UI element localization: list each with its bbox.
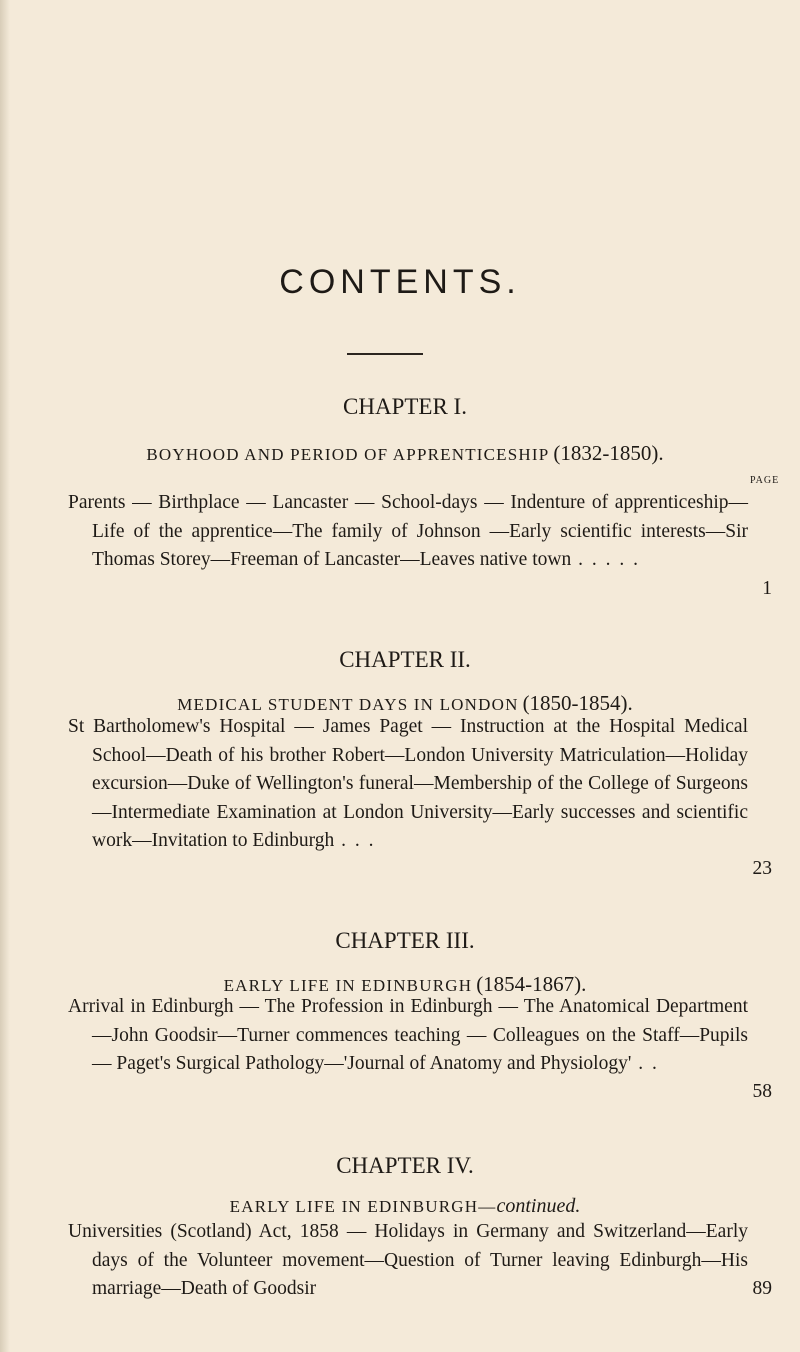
chapter-1-page-number[interactable]: 1 xyxy=(762,578,772,599)
chapter-2-subtitle-text: MEDICAL STUDENT DAYS IN LONDON xyxy=(177,695,519,714)
chapter-1-heading: CHAPTER I. xyxy=(343,394,467,419)
chapter-2-years: (1850-1854). xyxy=(522,691,633,715)
chapter-2-entry[interactable] xyxy=(68,713,748,856)
chapter-3 xyxy=(0,927,800,999)
chapter-3-entry-text: Arrival in Edinburgh — The Profession in Edinburgh — The Anatomical Department—John Goodsir—Turner commences teaching — Colleagues on the Staff—Pupils — Paget's Surgical Pathology—'Journal of Anatomy and Physiology' xyxy=(68,996,748,1074)
page-title: CONTENTS. xyxy=(279,263,521,301)
chapter-4-subtitle-continued: continued. xyxy=(496,1195,581,1217)
chapter-4-subtitle-text: EARLY LIFE IN EDINBURGH— xyxy=(229,1197,497,1216)
chapter-4 xyxy=(0,1152,800,1220)
chapter-1-entry[interactable] xyxy=(68,489,748,575)
chapter-4-entry-text: Universities (Scotland) Act, 1858 — Holidays in Germany and Switzerland—Early days of the Volunteer movement—Question of Turner leaving Edinburgh—His marriage—Death of Goodsir xyxy=(68,1221,748,1299)
chapter-4-heading: CHAPTER IV. xyxy=(336,1153,474,1178)
chapter-4-subtitle xyxy=(0,1194,800,1220)
chapter-1 xyxy=(0,393,800,468)
chapter-1-subtitle xyxy=(0,441,800,468)
chapter-3-page-number[interactable]: 58 xyxy=(752,1081,772,1102)
chapter-3-years: (1854-1867). xyxy=(476,972,587,996)
chapter-1-entry-text: Parents — Birthplace — Lancaster — School-days — Indenture of apprenticeship—Life of the apprentice—The family of Johnson —Early scientific interests—Sir Thomas Storey—Freeman of Lancaster—Leaves native town xyxy=(68,492,748,570)
chapter-4-page-number[interactable]: 89 xyxy=(752,1278,772,1299)
chapter-2-leader-dots: . . . xyxy=(334,830,376,851)
chapter-2-entry-text: St Bartholomew's Hospital — James Paget — Instruction at the Hospital Medical School—Death of his brother Robert—London University Matriculation—Holiday excursion—Duke of Wellington's funeral—Membership of the College of Surgeons—Intermediate Examination at London University—Early successes and scientific work—Invitation to Edinburgh xyxy=(68,716,748,851)
title-rule-divider xyxy=(347,353,423,355)
chapter-2 xyxy=(0,646,800,718)
chapter-3-subtitle-text: EARLY LIFE IN EDINBURGH xyxy=(223,976,473,995)
page-column-label: PAGE xyxy=(750,475,780,486)
chapter-2-heading: CHAPTER II. xyxy=(339,647,471,672)
chapter-2-page-number[interactable]: 23 xyxy=(752,858,772,879)
chapter-3-heading: CHAPTER III. xyxy=(335,928,475,953)
chapter-4-entry[interactable] xyxy=(68,1218,748,1304)
chapter-1-subtitle-text: BOYHOOD AND PERIOD OF APPRENTICESHIP xyxy=(146,445,550,464)
chapter-3-leader-dots: . . xyxy=(631,1053,659,1074)
chapter-1-years: (1832-1850). xyxy=(553,441,664,465)
chapter-1-leader-dots: . . . . . xyxy=(571,549,640,570)
chapter-3-entry[interactable] xyxy=(68,993,748,1079)
